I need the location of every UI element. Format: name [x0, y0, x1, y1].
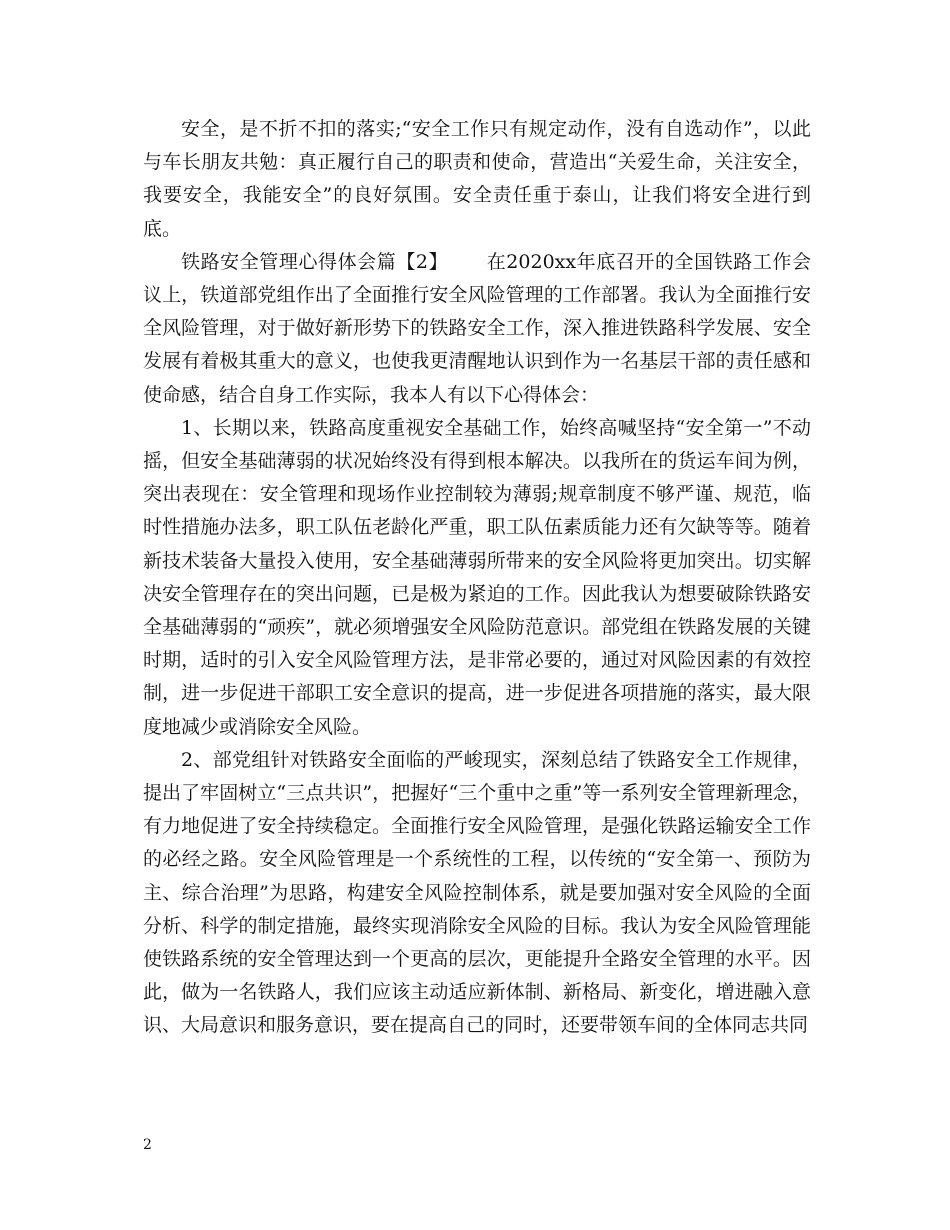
paragraph-section-2-intro	[143, 246, 811, 412]
paragraph-text: 安全，是不折不扣的落实;“安全工作只有规定动作，没有自选动作”，以此与车长朋友共勉：真正履行自己的职责和使命，营造出“关爱生命，关注安全，我要安全，我能安全”的良好氛围。安全责任重于泰山，让我们将安全进行到底。	[143, 118, 811, 240]
paragraph-safety-conclusion	[143, 113, 811, 246]
paragraph-text: 2、部党组针对铁路安全面临的严峻现实，深刻总结了铁路安全工作规律，提出了牢固树立“三点共识”，把握好“三个重中之重”等一系列安全管理新理念，有力地促进了安全持续稳定。全面推行安全风险管理，是强化铁路运输安全工作的必经之路。安全风险管理是一个系统性的工程，以传统的“安全第一、预防为主、综合治理”为思路，构建安全风险控制体系，就是要加强对安全风险的全面分析、科学的制定措施，最终实现消除安全风险的目标。我认为安全风险管理能使铁路系统的安全管理达到一个更高的层次，更能提升全路安全管理的水平。因此，做为一名铁路人，我们应该主动适应新体制、新格局、新变化，增进融入意识、大局意识和服务意识，要在提高自己的同时，还要带领车间的全体同志共同	[143, 748, 811, 1037]
paragraph-point-2	[143, 744, 811, 1043]
document-body	[143, 113, 811, 1043]
page-number: 2	[143, 1137, 152, 1153]
paragraph-text: 1、长期以来，铁路高度重视安全基础工作，始终高喊坚持“安全第一”不动摇，但安全基础薄弱的状况始终没有得到根本解决。以我所在的货运车间为例，突出表现在：安全管理和现场作业控制较为薄弱;规章制度不够严谨、规范，临时性措施办法多，职工队伍老龄化严重，职工队伍素质能力还有欠缺等等。随着新技术装备大量投入使用，安全基础薄弱所带来的安全风险将更加突出。切实解决安全管理存在的突出问题，已是极为紧迫的工作。因此我认为想要破除铁路安全基础薄弱的“顽疾”，就必须增强安全风险防范意识。部党组在铁路发展的关键时期，适时的引入安全风险管理方法，是非常必要的，通过对风险因素的有效控制，进一步促进干部职工安全意识的提高，进一步促进各项措施的落实，最大限度地减少或消除安全风险。	[143, 416, 811, 738]
paragraph-point-1	[143, 412, 811, 744]
section-heading: 铁路安全管理心得体会篇【2】	[181, 250, 449, 273]
paragraph-text: 在2020xx年底召开的全国铁路工作会议上，铁道部党组作出了全面推行安全风险管理的工作部署。我认为全面推行安全风险管理，对于做好新形势下的铁路安全工作，深入推进铁路科学发展、安全发展有着极其重大的意义，也使我更清醒地认识到作为一名基层干部的责任感和使命感，结合自身工作实际，我本人有以下心得体会：	[143, 250, 811, 406]
